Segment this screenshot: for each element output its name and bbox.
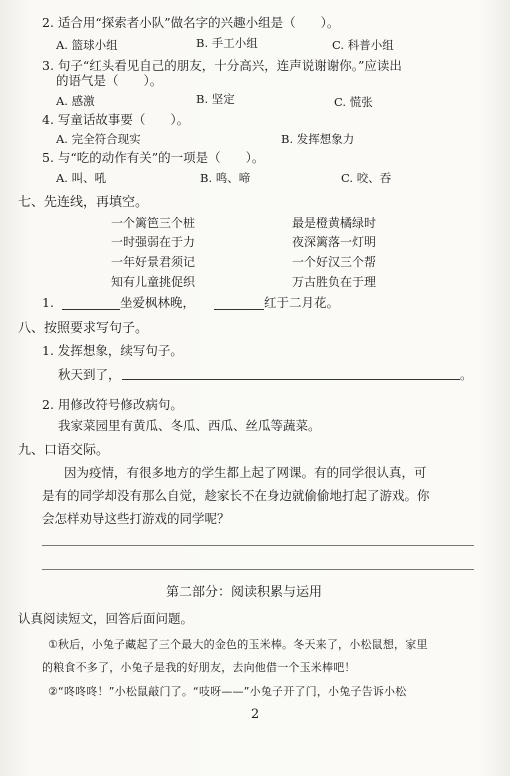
question-5-stem: 5. 与“吃的动作有关”的一项是（ ）。 — [42, 150, 265, 165]
page-number: 2 — [251, 707, 260, 722]
question-3-stem-line2: 的语气是（ ）。 — [56, 73, 163, 88]
reading-instruction: 认真阅读短文，回答后面问题。 — [18, 611, 194, 626]
match-right-3: 一个好汉三个帮 — [292, 255, 377, 269]
question-4-option-b: B. 发挥想象力 — [281, 132, 355, 146]
question-5-option-b: B. 鸣、啼 — [200, 171, 251, 185]
section-8-heading: 八、按照要求写句子。 — [18, 321, 149, 336]
question-3-option-b: B. 坚定 — [196, 92, 235, 106]
fill-blank-2[interactable] — [214, 309, 264, 310]
question-4-option-a: A. 完全符合现实 — [56, 132, 141, 146]
question-3-stem-line1: 3. 句子“红头看见自己的朋友，十分高兴，连声说谢谢你。”应读出 — [42, 58, 402, 73]
section-9-heading: 九、口语交际。 — [18, 443, 110, 458]
oral-prompt-line-2: 是有的同学却没有那么自觉，趁家长不在身边就偷偷地打起了游戏。你 — [42, 488, 430, 503]
match-left-1: 一个篱笆三个桩 — [111, 216, 196, 230]
answer-line-2[interactable] — [42, 569, 474, 570]
match-right-2: 夜深篱落一灯明 — [292, 235, 377, 249]
passage-paragraph-1-line-1: ①秋后，小兔子藏起了三个最大的金色的玉米棒。冬天来了，小松鼠想，家里 — [48, 638, 428, 651]
section-8-item-2: 2. 用修改符号修改病句。 — [42, 397, 183, 412]
fill-end-text: 红于二月花。 — [264, 295, 340, 310]
question-2-option-c: C. 科普小组 — [332, 38, 394, 52]
question-5-option-a: A. 叫、吼 — [56, 171, 107, 185]
answer-line-1[interactable] — [42, 545, 474, 546]
match-right-1: 最是橙黄橘绿时 — [292, 216, 377, 230]
continue-sentence-start: 秋天到了， — [58, 367, 121, 382]
match-left-3: 一年好景君须记 — [111, 255, 196, 269]
question-2-option-b: B. 手工小组 — [196, 36, 258, 50]
oral-prompt-line-3: 会怎样劝导这些打游戏的同学呢？ — [42, 511, 230, 526]
continue-sentence-end: 。 — [460, 367, 473, 382]
fill-blank-1[interactable] — [62, 309, 120, 310]
question-2-option-a: A. 篮球小组 — [56, 38, 118, 52]
question-3-option-c: C. 慌张 — [334, 95, 373, 109]
question-5-option-c: C. 咬、吞 — [341, 171, 392, 185]
match-right-4: 万古胜负在于理 — [292, 275, 377, 289]
question-4-stem: 4. 写童话故事要（ ）。 — [42, 112, 190, 127]
passage-paragraph-1-line-2: 的粮食不多了，小兔子是我的好朋友，去向他借一个玉米棒吧！ — [42, 661, 356, 674]
section-7-heading: 七、先连线，再填空。 — [18, 195, 149, 210]
continue-sentence-blank[interactable] — [122, 379, 460, 380]
fill-item-number: 1. — [42, 295, 54, 310]
part-2-title: 第二部分：阅读积累与运用 — [166, 585, 323, 600]
match-left-4: 知有儿童挑促织 — [111, 275, 196, 289]
section-8-item-1: 1. 发挥想象，续写句子。 — [42, 343, 183, 358]
passage-paragraph-2-line-1: ②“咚咚咚！”小松鼠敲门了。“吱呀——”小兔子开了门，小兔子告诉小松 — [48, 685, 407, 698]
match-left-2: 一时强弱在于力 — [111, 235, 196, 249]
oral-prompt-line-1: 因为疫情，有很多地方的学生都上起了网课。有的同学很认真，可 — [64, 465, 427, 480]
question-3-option-a: A. 感激 — [56, 94, 95, 108]
question-2-stem: 2. 适合用“探索者小队”做名字的兴趣小组是（ ）。 — [42, 15, 340, 30]
sick-sentence: 我家菜园里有黄瓜、冬瓜、西瓜、丝瓜等蔬菜。 — [58, 418, 321, 433]
fill-mid-text: 坐爱枫林晚， — [120, 295, 196, 310]
